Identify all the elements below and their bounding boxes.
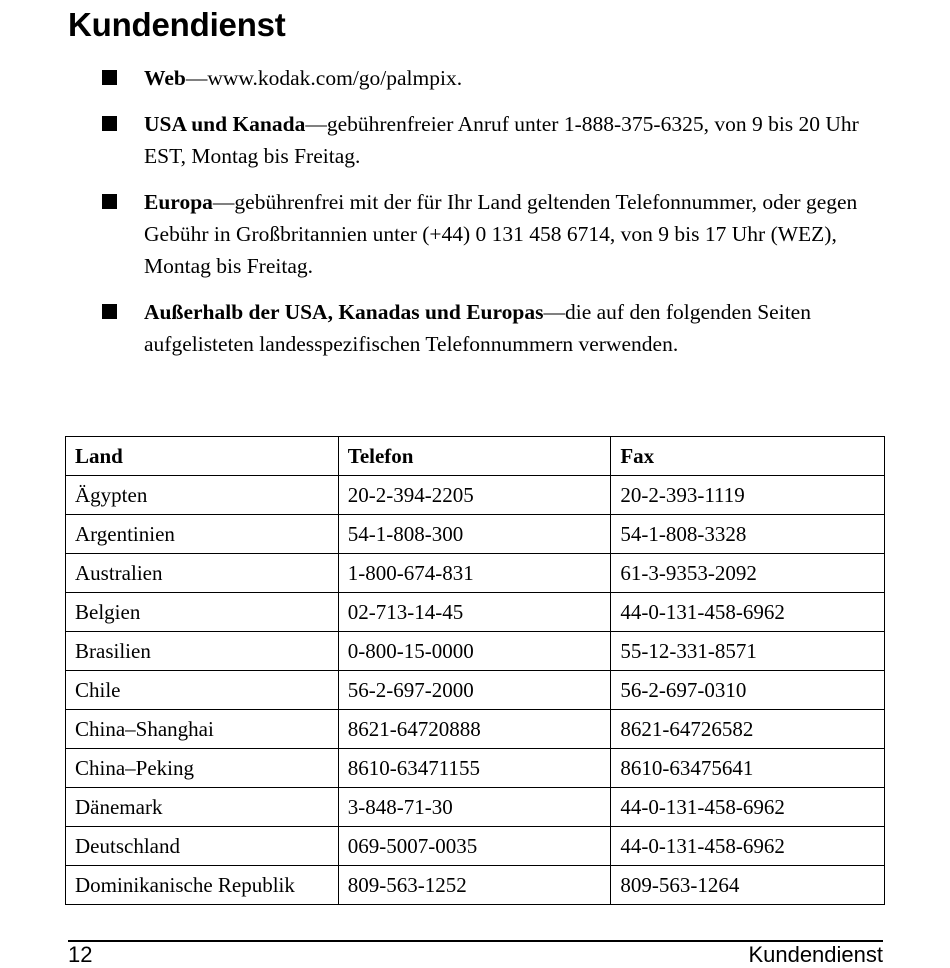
bullet-label: Web <box>144 66 186 90</box>
phone-cell: 54-1-808-300 <box>338 515 611 554</box>
phone-cell: 56-2-697-2000 <box>338 671 611 710</box>
bullet-text: —gebührenfreier Anruf unter 1-888-375-6325, von 9 bis 20 Uhr EST, Montag bis Freitag. <box>144 112 859 168</box>
country-contacts-table <box>65 436 885 905</box>
bullet-label: Europa <box>144 190 213 214</box>
fax-cell: 55-12-331-8571 <box>611 632 885 671</box>
phone-cell: 809-563-1252 <box>338 866 611 905</box>
bullet-label: Außerhalb der USA, Kanadas und Europas <box>144 300 544 324</box>
country-cell: Dänemark <box>66 788 339 827</box>
fax-cell: 809-563-1264 <box>611 866 885 905</box>
fax-cell: 8610-63475641 <box>611 749 885 788</box>
table-row <box>66 749 885 788</box>
fax-cell: 20-2-393-1119 <box>611 476 885 515</box>
column-header-telefon: Telefon <box>338 437 611 476</box>
phone-cell: 02-713-14-45 <box>338 593 611 632</box>
bullet-text: —www.kodak.com/go/palmpix. <box>185 66 463 90</box>
column-header-fax: Fax <box>611 437 885 476</box>
country-cell: Dominikanische Republik <box>66 866 339 905</box>
bullet-outside <box>100 296 890 360</box>
bullet-usa-canada <box>100 108 890 172</box>
table-row <box>66 671 885 710</box>
bullet-text: —gebührenfrei mit der für Ihr Land geltenden Telefonnummer, oder gegen Gebühr in Großbritannien unter (+44) 0 131 458 6714, von 9 bis 17 Uhr (WEZ), Montag bis Freitag. <box>144 190 858 278</box>
table-row <box>66 476 885 515</box>
footer-page-number: 12 <box>68 942 93 967</box>
fax-cell: 44-0-131-458-6962 <box>611 827 885 866</box>
fax-cell: 61-3-9353-2092 <box>611 554 885 593</box>
country-cell: Ägypten <box>66 476 339 515</box>
fax-cell: 44-0-131-458-6962 <box>611 788 885 827</box>
fax-cell: 44-0-131-458-6962 <box>611 593 885 632</box>
country-cell: Argentinien <box>66 515 339 554</box>
contact-bullet-list <box>100 62 890 374</box>
footer-section-title: Kundendienst <box>748 942 883 967</box>
phone-cell: 1-800-674-831 <box>338 554 611 593</box>
table-row <box>66 554 885 593</box>
country-cell: Brasilien <box>66 632 339 671</box>
country-cell: China–Shanghai <box>66 710 339 749</box>
table-header-row <box>66 437 885 476</box>
phone-cell: 8610-63471155 <box>338 749 611 788</box>
country-cell: Belgien <box>66 593 339 632</box>
phone-cell: 0-800-15-0000 <box>338 632 611 671</box>
bullet-web <box>100 62 890 94</box>
table-row <box>66 710 885 749</box>
country-cell: Chile <box>66 671 339 710</box>
fax-cell: 56-2-697-0310 <box>611 671 885 710</box>
phone-cell: 069-5007-0035 <box>338 827 611 866</box>
table-row <box>66 593 885 632</box>
square-bullet-icon <box>102 70 117 85</box>
bullet-europe <box>100 186 890 282</box>
phone-cell: 8621-64720888 <box>338 710 611 749</box>
square-bullet-icon <box>102 116 117 131</box>
square-bullet-icon <box>102 194 117 209</box>
table-row <box>66 515 885 554</box>
phone-cell: 3-848-71-30 <box>338 788 611 827</box>
table-row <box>66 866 885 905</box>
bullet-text: —die auf den folgenden Seiten aufgelisteten landesspezifischen Telefonnummern verwenden. <box>144 300 811 356</box>
table-row <box>66 788 885 827</box>
page-title: Kundendienst <box>68 6 286 43</box>
fax-cell: 8621-64726582 <box>611 710 885 749</box>
country-cell: Deutschland <box>66 827 339 866</box>
square-bullet-icon <box>102 304 117 319</box>
table-row <box>66 632 885 671</box>
country-cell: China–Peking <box>66 749 339 788</box>
column-header-land: Land <box>66 437 339 476</box>
country-cell: Australien <box>66 554 339 593</box>
bullet-label: USA und Kanada <box>144 112 306 136</box>
table-row <box>66 827 885 866</box>
fax-cell: 54-1-808-3328 <box>611 515 885 554</box>
phone-cell: 20-2-394-2205 <box>338 476 611 515</box>
